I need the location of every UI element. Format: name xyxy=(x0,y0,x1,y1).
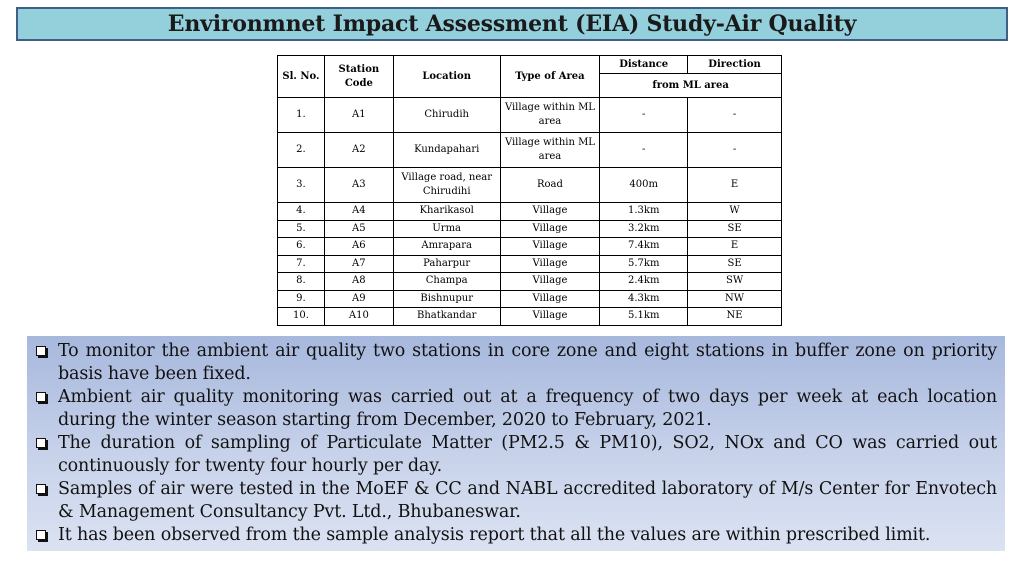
cell-location: Amrapara xyxy=(393,238,500,256)
cell-station-code: A3 xyxy=(324,168,393,203)
checkbox-bullet-icon xyxy=(36,530,46,540)
table-row xyxy=(278,273,782,291)
cell-station-code: A4 xyxy=(324,203,393,221)
cell-location: Bishnupur xyxy=(393,290,500,308)
title-bar xyxy=(16,7,1008,41)
cell-location: Chirudih xyxy=(393,98,500,133)
list-item xyxy=(35,340,997,386)
cell-direction: NW xyxy=(688,290,782,308)
list-item xyxy=(35,386,997,432)
cell-sl-no: 9. xyxy=(278,290,325,308)
cell-type-of-area: Village xyxy=(500,290,600,308)
cell-direction: - xyxy=(688,98,782,133)
cell-direction: SE xyxy=(688,255,782,273)
cell-station-code: A8 xyxy=(324,273,393,291)
cell-station-code: A5 xyxy=(324,220,393,238)
cell-type-of-area: Village xyxy=(500,238,600,256)
cell-sl-no: 4. xyxy=(278,203,325,221)
cell-direction: NE xyxy=(688,308,782,326)
list-item xyxy=(35,432,997,478)
cell-location: Urma xyxy=(393,220,500,238)
cell-sl-no: 1. xyxy=(278,98,325,133)
table-row xyxy=(278,308,782,326)
table-row xyxy=(278,220,782,238)
cell-direction: SE xyxy=(688,220,782,238)
note-text: It has been observed from the sample analysis report that all the values are within prescribed limit. xyxy=(58,525,931,545)
cell-distance: 3.2km xyxy=(600,220,688,238)
header-station-code: Station Code xyxy=(324,56,393,98)
header-direction: Direction xyxy=(688,56,782,74)
cell-direction: W xyxy=(688,203,782,221)
cell-station-code: A9 xyxy=(324,290,393,308)
note-text: Ambient air quality monitoring was carried out at a frequency of two days per week at each location during the winter season starting from December, 2020 to February, 2021. xyxy=(58,387,997,430)
cell-sl-no: 3. xyxy=(278,168,325,203)
table-row xyxy=(278,98,782,133)
cell-distance: - xyxy=(600,133,688,168)
cell-sl-no: 7. xyxy=(278,255,325,273)
stations-table xyxy=(277,55,782,326)
cell-location: Kundapahari xyxy=(393,133,500,168)
cell-location: Champa xyxy=(393,273,500,291)
cell-sl-no: 6. xyxy=(278,238,325,256)
cell-direction: SW xyxy=(688,273,782,291)
cell-type-of-area: Road xyxy=(500,168,600,203)
cell-station-code: A10 xyxy=(324,308,393,326)
table-row xyxy=(278,255,782,273)
checkbox-bullet-icon xyxy=(36,438,46,448)
cell-sl-no: 8. xyxy=(278,273,325,291)
header-type-of-area: Type of Area xyxy=(500,56,600,98)
table-row xyxy=(278,290,782,308)
list-item xyxy=(35,478,997,524)
cell-type-of-area: Village xyxy=(500,308,600,326)
cell-location: Bhatkandar xyxy=(393,308,500,326)
table-row xyxy=(278,203,782,221)
cell-direction: E xyxy=(688,168,782,203)
cell-sl-no: 5. xyxy=(278,220,325,238)
cell-direction: - xyxy=(688,133,782,168)
cell-sl-no: 2. xyxy=(278,133,325,168)
table-row xyxy=(278,238,782,256)
cell-station-code: A7 xyxy=(324,255,393,273)
cell-type-of-area: Village within ML area xyxy=(500,133,600,168)
cell-distance: - xyxy=(600,98,688,133)
header-distance: Distance xyxy=(600,56,688,74)
checkbox-bullet-icon xyxy=(36,346,46,356)
cell-station-code: A6 xyxy=(324,238,393,256)
page-title: Environmnet Impact Assessment (EIA) Study-Air Quality xyxy=(167,11,857,37)
cell-sl-no: 10. xyxy=(278,308,325,326)
note-text: To monitor the ambient air quality two stations in core zone and eight stations in buffer zone on priority basis have been fixed. xyxy=(58,341,997,384)
cell-distance: 1.3km xyxy=(600,203,688,221)
notes-list xyxy=(35,340,997,547)
table-header-row xyxy=(278,56,782,74)
cell-location: Village road, near Chirudihi xyxy=(393,168,500,203)
header-location: Location xyxy=(393,56,500,98)
checkbox-bullet-icon xyxy=(36,392,46,402)
cell-type-of-area: Village xyxy=(500,203,600,221)
cell-type-of-area: Village xyxy=(500,273,600,291)
notes-box xyxy=(27,336,1005,551)
note-text: Samples of air were tested in the MoEF & CC and NABL accredited laboratory of M/s Center for Envotech & Management Consultancy Pvt. Ltd., Bhubaneswar. xyxy=(58,479,997,522)
cell-distance: 2.4km xyxy=(600,273,688,291)
note-text: The duration of sampling of Particulate Matter (PM2.5 & PM10), SO2, NOx and CO was carried out continuously for twenty four hourly per day. xyxy=(58,433,997,476)
checkbox-bullet-icon xyxy=(36,484,46,494)
table-row xyxy=(278,168,782,203)
cell-type-of-area: Village xyxy=(500,220,600,238)
table-row xyxy=(278,133,782,168)
cell-direction: E xyxy=(688,238,782,256)
cell-distance: 5.1km xyxy=(600,308,688,326)
cell-distance: 5.7km xyxy=(600,255,688,273)
cell-station-code: A2 xyxy=(324,133,393,168)
cell-type-of-area: Village xyxy=(500,255,600,273)
cell-distance: 4.3km xyxy=(600,290,688,308)
cell-station-code: A1 xyxy=(324,98,393,133)
cell-location: Kharikasol xyxy=(393,203,500,221)
list-item xyxy=(35,524,997,547)
cell-distance: 400m xyxy=(600,168,688,203)
header-from-ml-area: from ML area xyxy=(600,74,782,98)
cell-location: Paharpur xyxy=(393,255,500,273)
header-sl-no: Sl. No. xyxy=(278,56,325,98)
cell-distance: 7.4km xyxy=(600,238,688,256)
cell-type-of-area: Village within ML area xyxy=(500,98,600,133)
